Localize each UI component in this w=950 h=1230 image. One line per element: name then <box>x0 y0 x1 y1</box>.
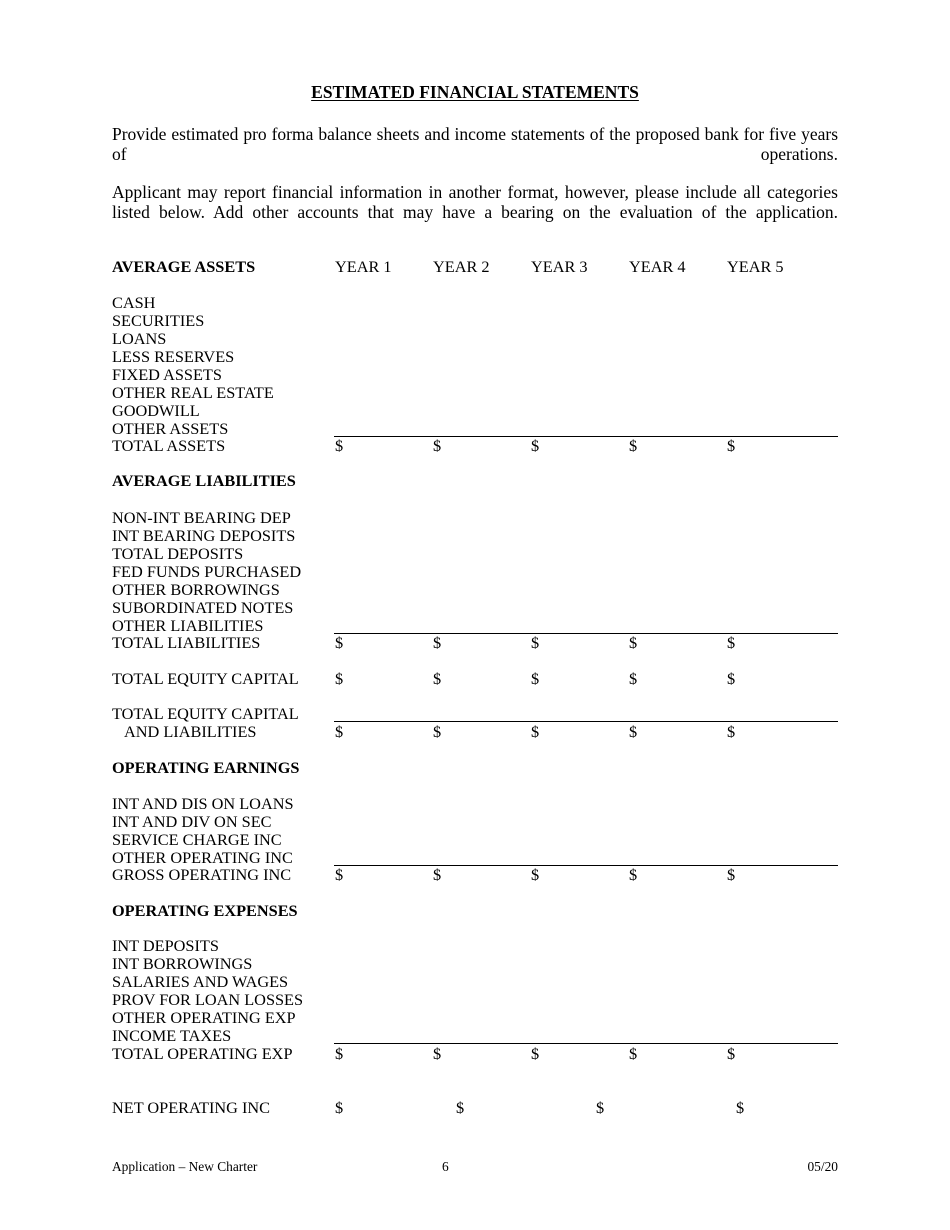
year-3-header: YEAR 3 <box>531 257 588 276</box>
instructions-paragraph-1: Provide estimated pro forma balance sheets and income statements of the proposed bank for five years of operations. <box>112 124 838 164</box>
total-operating-exp-label: TOTAL OPERATING EXP <box>112 1044 293 1063</box>
total-assets-dollar-5: $ <box>727 436 736 455</box>
expense-line-item: INT BORROWINGS <box>112 954 253 973</box>
total-equity-capital-dollar-5: $ <box>727 669 736 688</box>
net-operating-inc-dollar-2: $ <box>456 1098 465 1117</box>
total-liabilities-dollar-3: $ <box>531 633 540 652</box>
liability-line-item: INT BEARING DEPOSITS <box>112 526 296 545</box>
liability-line-item: OTHER BORROWINGS <box>112 580 280 599</box>
total-liabilities-dollar-2: $ <box>433 633 442 652</box>
gross-operating-inc-dollar-5: $ <box>727 865 736 884</box>
asset-line-item: GOODWILL <box>112 401 200 420</box>
total-equity-capital-dollar-3: $ <box>531 669 540 688</box>
total-assets-label: TOTAL ASSETS <box>112 436 226 455</box>
total-equity-capital-label: TOTAL EQUITY CAPITAL <box>112 669 299 688</box>
liability-line-item: FED FUNDS PURCHASED <box>112 562 302 581</box>
gross-operating-inc-dollar-3: $ <box>531 865 540 884</box>
liability-line-item: SUBORDINATED NOTES <box>112 598 294 617</box>
equity-and-liabilities-rule <box>334 721 838 722</box>
year-1-header: YEAR 1 <box>335 257 392 276</box>
expense-line-item: INT DEPOSITS <box>112 936 219 955</box>
operating-earnings-heading: OPERATING EARNINGS <box>112 758 300 777</box>
net-operating-inc-dollar-3: $ <box>596 1098 605 1117</box>
asset-line-item: FIXED ASSETS <box>112 365 222 384</box>
net-operating-inc-label: NET OPERATING INC <box>112 1098 270 1117</box>
asset-line-item: OTHER ASSETS <box>112 419 229 438</box>
total-liabilities-label: TOTAL LIABILITIES <box>112 633 261 652</box>
footer-form-name: Application – New Charter <box>112 1159 258 1174</box>
gross-operating-inc-dollar-4: $ <box>629 865 638 884</box>
net-operating-inc-dollar-1: $ <box>335 1098 344 1117</box>
total-operating-exp-dollar-3: $ <box>531 1044 540 1063</box>
asset-line-item: LOANS <box>112 329 167 348</box>
earnings-line-item: INT AND DIS ON LOANS <box>112 794 294 813</box>
liability-line-item: OTHER LIABILITIES <box>112 616 264 635</box>
expense-line-item: SALARIES AND WAGES <box>112 972 289 991</box>
asset-line-item: SECURITIES <box>112 311 205 330</box>
page-title: ESTIMATED FINANCIAL STATEMENTS <box>311 82 639 102</box>
total-assets-dollar-2: $ <box>433 436 442 455</box>
expense-line-item: INCOME TAXES <box>112 1026 232 1045</box>
equity-and-liabilities-dollar-2: $ <box>433 722 442 741</box>
earnings-line-item: INT AND DIV ON SEC <box>112 812 272 831</box>
asset-line-item: LESS RESERVES <box>112 347 235 366</box>
total-operating-exp-dollar-4: $ <box>629 1044 638 1063</box>
average-assets-heading: AVERAGE ASSETS <box>112 257 256 276</box>
equity-and-liabilities-dollar-4: $ <box>629 722 638 741</box>
total-equity-capital-dollar-2: $ <box>433 669 442 688</box>
equity-and-liabilities-dollar-1: $ <box>335 722 344 741</box>
earnings-line-item: OTHER OPERATING INC <box>112 848 293 867</box>
total-liabilities-dollar-5: $ <box>727 633 736 652</box>
total-operating-exp-rule <box>334 1043 838 1044</box>
total-liabilities-dollar-4: $ <box>629 633 638 652</box>
gross-operating-inc-dollar-2: $ <box>433 865 442 884</box>
earnings-line-item: SERVICE CHARGE INC <box>112 830 282 849</box>
footer-revision-date: 05/20 <box>807 1159 838 1174</box>
total-assets-dollar-1: $ <box>335 436 344 455</box>
year-4-header: YEAR 4 <box>629 257 686 276</box>
total-equity-capital-dollar-1: $ <box>335 669 344 688</box>
year-5-header: YEAR 5 <box>727 257 784 276</box>
total-equity-capital-dollar-4: $ <box>629 669 638 688</box>
total-operating-exp-dollar-1: $ <box>335 1044 344 1063</box>
equity-and-liabilities-dollar-5: $ <box>727 722 736 741</box>
operating-expenses-heading: OPERATING EXPENSES <box>112 901 298 920</box>
liability-line-item: NON-INT BEARING DEP <box>112 508 291 527</box>
footer-page-number: 6 <box>442 1159 449 1174</box>
total-assets-dollar-3: $ <box>531 436 540 455</box>
equity-and-liabilities-label-line2: AND LIABILITIES <box>124 722 257 741</box>
total-liabilities-dollar-1: $ <box>335 633 344 652</box>
total-operating-exp-dollar-5: $ <box>727 1044 736 1063</box>
net-operating-inc-dollar-4: $ <box>736 1098 745 1117</box>
gross-operating-inc-label: GROSS OPERATING INC <box>112 865 292 884</box>
instructions-paragraph-2: Applicant may report financial information in another format, however, please include all categories listed below. Add other accounts that may have a bearing on the evaluation of the application. <box>112 182 838 222</box>
expense-line-item: PROV FOR LOAN LOSSES <box>112 990 304 1009</box>
total-liabilities-rule <box>334 633 838 634</box>
year-2-header: YEAR 2 <box>433 257 490 276</box>
asset-line-item: CASH <box>112 293 156 312</box>
total-operating-exp-dollar-2: $ <box>433 1044 442 1063</box>
gross-operating-inc-rule <box>334 865 838 866</box>
equity-and-liabilities-label-line1: TOTAL EQUITY CAPITAL <box>112 704 299 723</box>
average-liabilities-heading: AVERAGE LIABILITIES <box>112 471 296 490</box>
liability-line-item: TOTAL DEPOSITS <box>112 544 244 563</box>
gross-operating-inc-dollar-1: $ <box>335 865 344 884</box>
asset-line-item: OTHER REAL ESTATE <box>112 383 274 402</box>
total-assets-dollar-4: $ <box>629 436 638 455</box>
total-assets-rule <box>334 436 838 437</box>
expense-line-item: OTHER OPERATING EXP <box>112 1008 296 1027</box>
equity-and-liabilities-dollar-3: $ <box>531 722 540 741</box>
